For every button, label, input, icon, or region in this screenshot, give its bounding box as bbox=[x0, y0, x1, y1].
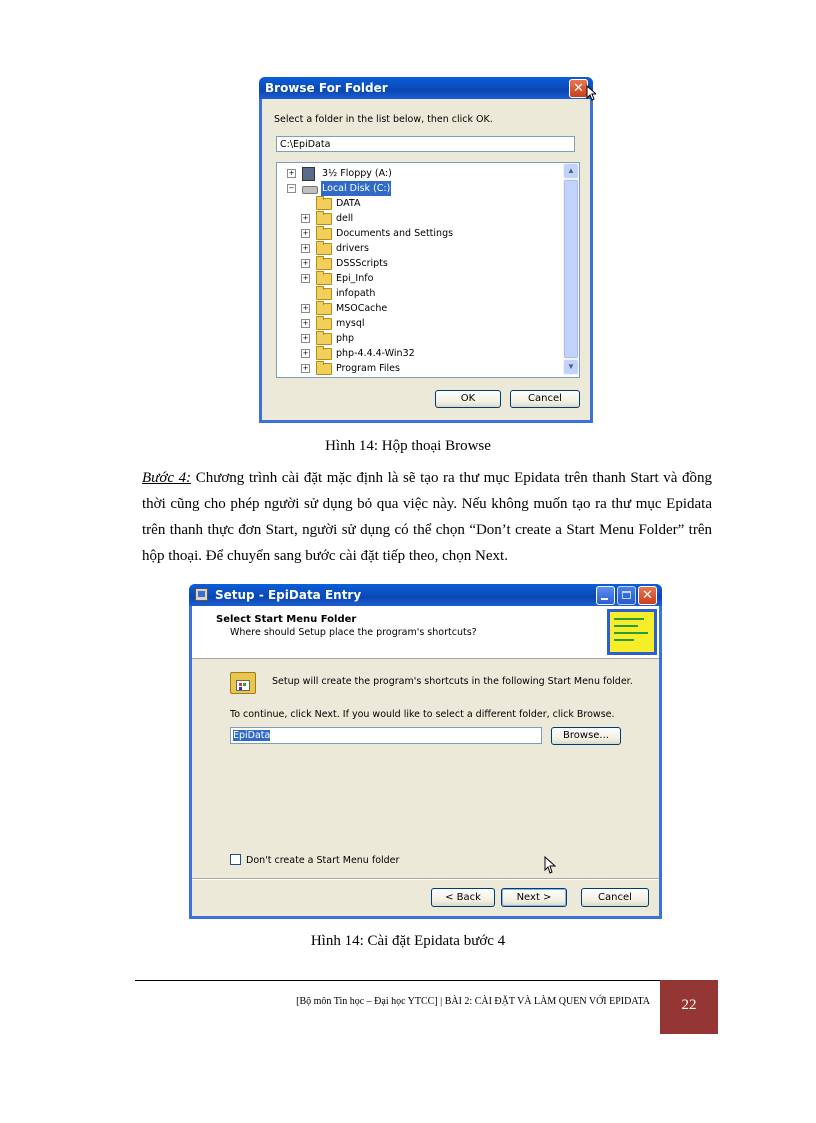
step-4-paragraph bbox=[142, 465, 712, 569]
scroll-thumb[interactable] bbox=[564, 180, 578, 358]
page-number-badge bbox=[660, 980, 718, 1034]
browse-close-icon[interactable]: ✕ bbox=[569, 79, 588, 98]
setup-wizard-dialog bbox=[189, 584, 662, 919]
wizard-continue-text: To continue, click Next. If you would like to select a different folder, click Browse. bbox=[230, 709, 615, 720]
expand-icon[interactable]: + bbox=[302, 214, 309, 222]
browse-dialog-titlebar bbox=[259, 77, 593, 99]
wizard-separator bbox=[192, 878, 659, 880]
expand-icon[interactable]: + bbox=[302, 349, 309, 357]
folder-icon bbox=[316, 303, 332, 315]
folder-tree-view[interactable] bbox=[276, 162, 580, 378]
cancel-button[interactable]: Cancel bbox=[510, 390, 580, 408]
footer-rule bbox=[135, 980, 660, 981]
step-4-text: Chương trình cài đặt mặc định là sẽ tạo ra thư mục Epidata trên thanh Start và đồng thời cũng cho phép người sử dụng bỏ qua việc này. Nếu không muốn tạo ra thư mục Epidata trên thanh thực đơn Start, người sử dụng có thể chọn “Don’t create a Start Menu Folder” trên hộp thoại. Để chuyển sang bước cài đặt tiếp theo, chọn Next. bbox=[142, 470, 712, 564]
expand-icon[interactable]: + bbox=[302, 334, 309, 342]
folder-icon bbox=[316, 228, 332, 240]
browse-dialog-title: Browse For Folder bbox=[265, 81, 388, 95]
wizard-screenshot-icon bbox=[607, 609, 657, 655]
maximize-icon[interactable] bbox=[617, 586, 636, 605]
tree-item-label: dell bbox=[336, 213, 354, 224]
back-button[interactable]: < Back bbox=[431, 888, 495, 907]
expand-icon[interactable]: + bbox=[302, 229, 309, 237]
tree-item-label: MSOCache bbox=[336, 303, 388, 314]
dont-create-folder-checkbox[interactable] bbox=[230, 854, 241, 865]
expand-icon[interactable]: + bbox=[302, 364, 309, 372]
ok-button[interactable]: OK bbox=[435, 390, 501, 408]
folder-icon bbox=[316, 213, 332, 225]
wizard-heading: Select Start Menu Folder bbox=[216, 614, 357, 625]
folder-icon bbox=[316, 363, 332, 375]
cancel-button[interactable]: Cancel bbox=[581, 888, 649, 907]
collapse-icon[interactable]: − bbox=[288, 184, 295, 192]
tree-item-label: mysql bbox=[336, 318, 365, 329]
wizard-content bbox=[192, 659, 659, 916]
browse-button[interactable]: Browse... bbox=[551, 727, 621, 745]
next-button[interactable]: Next > bbox=[501, 888, 567, 907]
start-menu-folder-value: EpiData bbox=[233, 730, 271, 741]
wizard-header bbox=[192, 606, 659, 659]
start-menu-folder-icon bbox=[230, 672, 256, 694]
tree-scrollbar[interactable] bbox=[563, 163, 579, 375]
figure-caption-setup: Hình 14: Cài đặt Epidata bước 4 bbox=[310, 933, 506, 949]
tree-item-label: Documents and Settings bbox=[336, 228, 454, 239]
folder-icon bbox=[316, 198, 332, 210]
expand-icon[interactable]: + bbox=[302, 259, 309, 267]
folder-icon bbox=[316, 273, 332, 285]
tree-item-label: php bbox=[336, 333, 355, 344]
expand-icon[interactable]: + bbox=[302, 319, 309, 327]
page-number: 22 bbox=[681, 997, 697, 1013]
tree-item-label: infopath bbox=[336, 288, 376, 299]
floppy-drive-icon bbox=[302, 167, 315, 181]
footer-text: [Bộ môn Tin học – Đại học YTCC] | BÀI 2: CÀI ĐẶT VÀ LÀM QUEN VỚI EPIDATA bbox=[296, 996, 650, 1007]
tree-item-label: php-4.4.4-Win32 bbox=[336, 348, 415, 359]
expand-icon[interactable]: + bbox=[302, 274, 309, 282]
step-4-label: Bước 4: bbox=[142, 470, 192, 486]
tree-item-label: drivers bbox=[336, 243, 369, 254]
tree-item-label: DSSScripts bbox=[336, 258, 388, 269]
setup-close-icon[interactable]: ✕ bbox=[638, 586, 657, 605]
folder-icon bbox=[316, 243, 332, 255]
folder-icon bbox=[316, 318, 332, 330]
tree-item-label: Epi_Info bbox=[336, 273, 374, 284]
minimize-icon[interactable] bbox=[596, 586, 615, 605]
folder-icon bbox=[316, 348, 332, 360]
expand-icon[interactable]: + bbox=[302, 304, 309, 312]
folder-icon bbox=[316, 258, 332, 270]
wizard-subheading: Where should Setup place the program's shortcuts? bbox=[230, 627, 477, 638]
browse-dialog-body bbox=[262, 99, 590, 420]
scroll-down-icon[interactable]: ▼ bbox=[564, 360, 578, 374]
expand-icon[interactable]: + bbox=[302, 244, 309, 252]
start-menu-folder-input[interactable] bbox=[230, 727, 542, 744]
setup-title: Setup - EpiData Entry bbox=[215, 588, 362, 602]
figure-caption-browse: Hình 14: Hộp thoại Browse bbox=[325, 438, 491, 454]
setup-app-icon bbox=[195, 588, 208, 601]
wizard-info-text: Setup will create the program's shortcuts in the following Start Menu folder. bbox=[272, 676, 633, 687]
setup-titlebar bbox=[189, 584, 662, 606]
dont-create-folder-label: Don't create a Start Menu folder bbox=[246, 855, 400, 866]
browse-instruction: Select a folder in the list below, then click OK. bbox=[274, 114, 493, 125]
folder-tree bbox=[277, 166, 561, 376]
tree-item-label: Program Files bbox=[336, 363, 400, 374]
browse-for-folder-dialog bbox=[259, 77, 593, 423]
tree-item-label: 3½ Floppy (A:) bbox=[322, 168, 392, 179]
mouse-cursor-icon bbox=[544, 856, 556, 874]
tree-item-label: DATA bbox=[336, 198, 361, 209]
folder-icon bbox=[316, 333, 332, 345]
hard-disk-icon bbox=[302, 186, 318, 194]
expand-icon[interactable]: + bbox=[288, 169, 295, 177]
mouse-cursor-icon bbox=[586, 85, 596, 101]
folder-icon bbox=[316, 288, 332, 300]
folder-path-field[interactable]: C:\EpiData bbox=[276, 136, 575, 152]
tree-item-label: Local Disk (C:) bbox=[322, 183, 391, 194]
scroll-up-icon[interactable]: ▲ bbox=[564, 164, 578, 178]
